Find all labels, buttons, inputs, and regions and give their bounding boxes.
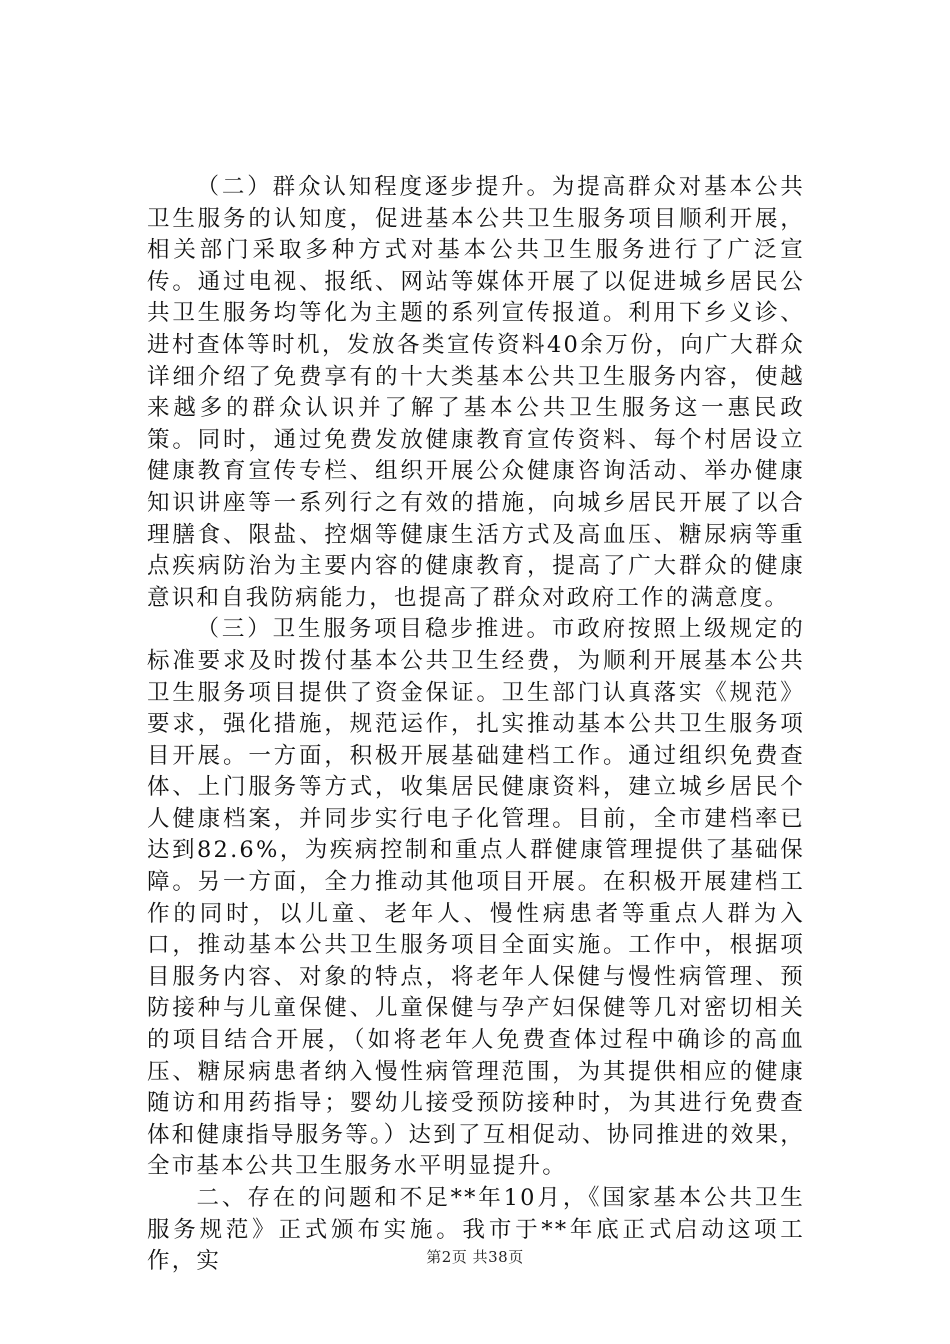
paragraph-public-awareness: （二）群众认知程度逐步提升。为提高群众对基本公共卫生服务的认知度，促进基本公共卫生服务项目顺利开展，相关部门采取多种方式对基本公共卫生服务进行了广泛宣传。通过电视、报纸、网站等媒体开展了以促进城乡居民公共卫生服务均等化为主题的系列宣传报道。利用下乡义诊、进村查体等时机，发放各类宣传资料40余万份，向广大群众详细介绍了免费享有的十大类基本公共卫生服务内容，使越来越多的群众认识并了解了基本公共卫生服务这一惠民政策。同时，通过免费发放健康教育宣传资料、每个村居设立健康教育宣传专栏、组织开展公众健康咨询活动、举办健康知识讲座等一系列行之有效的措施，向城乡居民开展了以合理膳食、限盐、控烟等健康生活方式及高血压、糖尿病等重点疾病防治为主要内容的健康教育，提高了广大群众的健康意识和自我防病能力，也提高了群众对政府工作的满意度。 <box>147 174 805 611</box>
page-footer: 第2页 共38页 <box>426 1248 524 1266</box>
document-body <box>147 172 805 1278</box>
paragraph-service-projects: （三）卫生服务项目稳步推进。市政府按照上级规定的标准要求及时拨付基本公共卫生经费，为顺利开展基本公共卫生服务项目提供了资金保证。卫生部门认真落实《规范》要求，强化措施，规范运作，扎实推动基本公共卫生服务项目开展。一方面，积极开展基础建档工作。通过组织免费查体、上门服务等方式，收集居民健康资料，建立城乡居民个人健康档案，并同步实行电子化管理。目前，全市建档率已达到82.6%，为疾病控制和重点人群健康管理提供了基础保障。另一方面，全力推动其他项目开展。在积极开展建档工作的同时，以儿童、老年人、慢性病患者等重点人群为入口，推动基本公共卫生服务项目全面实施。工作中，根据项目服务内容、对象的特点，将老年人保健与慢性病管理、预防接种与儿童保健、儿童保健与孕产妇保健等几对密切相关的项目结合开展，（如将老年人免费查体过程中确诊的高血压、糖尿病患者纳入慢性病管理范围，为其提供相应的健康随访和用药指导；婴幼儿接受预防接种时，为其进行免费查体和健康指导服务等。）达到了互相促动、协同推进的效果，全市基本公共卫生服务水平明显提升。 <box>147 616 805 1180</box>
paragraph-problems: 二、存在的问题和不足**年10月，《国家基本公共卫生服务规范》正式颁布实施。我市于**年底正式启动这项工作，实 <box>147 1185 805 1275</box>
